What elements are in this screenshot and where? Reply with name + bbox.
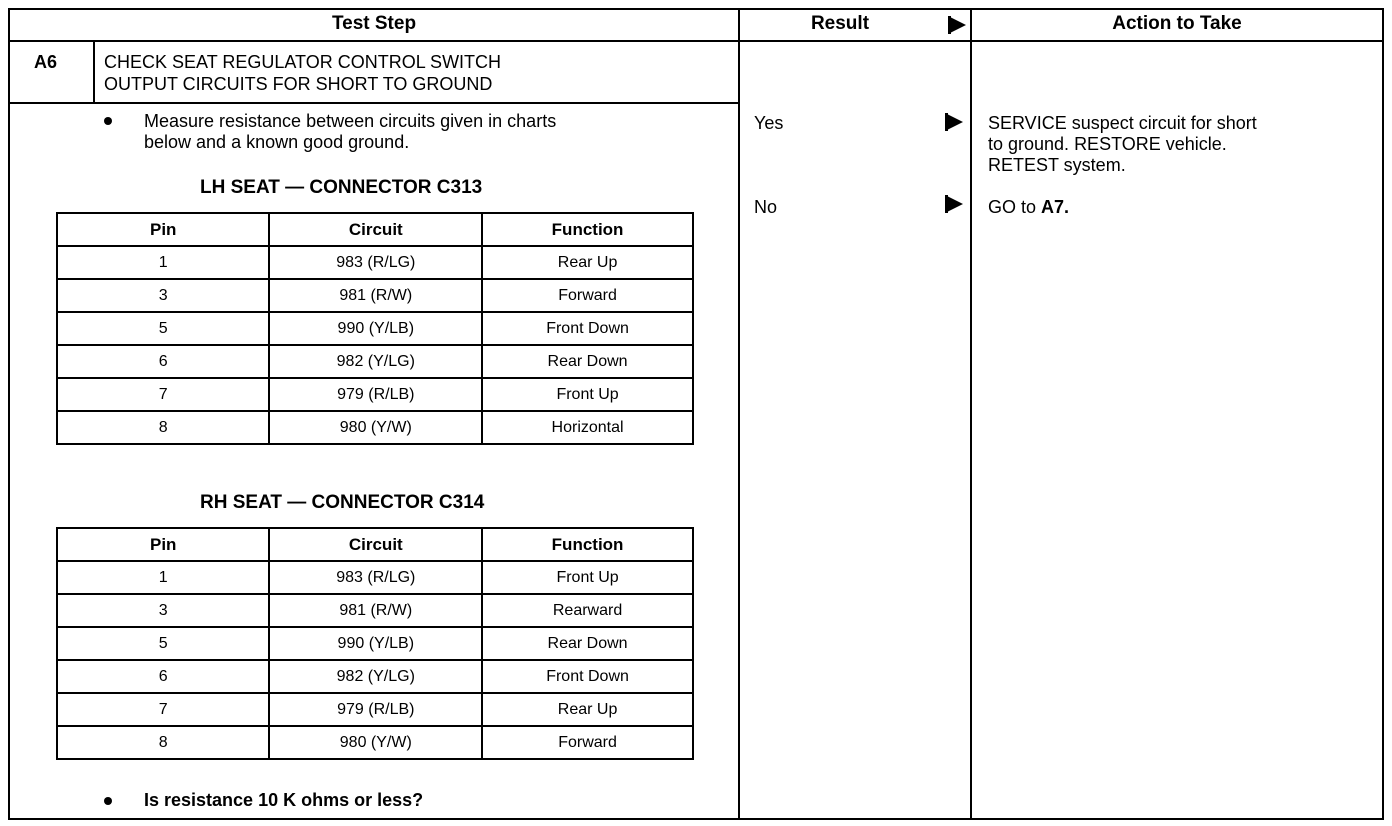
pin-cell: 1: [57, 246, 269, 279]
function-cell: Front Down: [482, 660, 693, 693]
rh-connector-table: [56, 527, 694, 760]
step-id-divider: [93, 42, 95, 104]
table-row: [57, 660, 693, 693]
pin-cell: 8: [57, 411, 269, 444]
function-cell: Rearward: [482, 594, 693, 627]
circuit-cell: 979 (R/LB): [269, 378, 482, 411]
lh-connector-table: [56, 212, 694, 445]
col-circuit: Circuit: [269, 213, 482, 246]
pin-cell: 7: [57, 693, 269, 726]
function-cell: Front Up: [482, 561, 693, 594]
pin-cell: 6: [57, 345, 269, 378]
no-arrow-icon: [945, 195, 963, 213]
table-header-row: [57, 528, 693, 561]
result-yes: Yes: [754, 113, 784, 133]
instruction-line1: Measure resistance between circuits given in charts: [144, 111, 557, 131]
question: Is resistance 10 K ohms or less?: [144, 790, 424, 810]
table-row: [57, 345, 693, 378]
table-row: [57, 693, 693, 726]
col-function: Function: [482, 213, 693, 246]
function-cell: Forward: [482, 726, 693, 759]
pin-cell: 1: [57, 561, 269, 594]
pin-cell: 5: [57, 627, 269, 660]
col-pin: Pin: [57, 528, 269, 561]
instruction-line2: below and a known good ground.: [144, 132, 410, 152]
header-test-step: Test Step: [331, 13, 417, 34]
step-title-line1: CHECK SEAT REGULATOR CONTROL SWITCH: [104, 52, 502, 72]
frame-right: [1382, 8, 1384, 820]
function-cell: Rear Up: [482, 246, 693, 279]
table-row: [57, 561, 693, 594]
table-row: [57, 411, 693, 444]
frame-left: [8, 8, 10, 820]
circuit-cell: 981 (R/W): [269, 594, 482, 627]
circuit-cell: 981 (R/W): [269, 279, 482, 312]
action-no-prefix: GO to: [988, 197, 1042, 217]
action-yes-line1: SERVICE suspect circuit for short: [988, 113, 1257, 133]
step-id: A6: [34, 52, 58, 72]
pin-cell: 8: [57, 726, 269, 759]
col-pin: Pin: [57, 213, 269, 246]
step-title-bottom: [8, 102, 740, 104]
col-function: Function: [482, 528, 693, 561]
circuit-cell: 979 (R/LB): [269, 693, 482, 726]
action-no-target: A7.: [1041, 197, 1070, 217]
pin-cell: 6: [57, 660, 269, 693]
col-circuit: Circuit: [269, 528, 482, 561]
circuit-cell: 983 (R/LG): [269, 561, 482, 594]
circuit-cell: 983 (R/LG): [269, 246, 482, 279]
table-row: [57, 312, 693, 345]
action-no: [988, 197, 1069, 218]
header-arrow-icon: [948, 16, 966, 34]
circuit-cell: 982 (Y/LG): [269, 660, 482, 693]
function-cell: Rear Down: [482, 627, 693, 660]
function-cell: Front Down: [482, 312, 693, 345]
result-no: No: [754, 197, 778, 217]
yes-arrow-icon: [945, 113, 963, 131]
table-row: [57, 279, 693, 312]
pin-cell: 3: [57, 594, 269, 627]
lh-table-title: LH SEAT — CONNECTOR C313: [200, 177, 483, 198]
table-header-row: [57, 213, 693, 246]
pin-cell: 5: [57, 312, 269, 345]
circuit-cell: 990 (Y/LB): [269, 627, 482, 660]
table-row: [57, 246, 693, 279]
action-yes-line2: to ground. RESTORE vehicle.: [988, 134, 1227, 154]
pin-cell: 3: [57, 279, 269, 312]
divider-test-result: [738, 8, 740, 820]
circuit-cell: 980 (Y/W): [269, 411, 482, 444]
rh-table-title: RH SEAT — CONNECTOR C314: [200, 492, 485, 513]
pin-cell: 7: [57, 378, 269, 411]
table-row: [57, 726, 693, 759]
header-result: Result: [810, 13, 870, 34]
table-row: [57, 627, 693, 660]
action-yes-line3: RETEST system.: [988, 155, 1126, 175]
step-title-line2: OUTPUT CIRCUITS FOR SHORT TO GROUND: [104, 74, 493, 94]
function-cell: Rear Down: [482, 345, 693, 378]
header-action: Action to Take: [1112, 13, 1242, 34]
frame-header-bottom: [8, 40, 1384, 42]
function-cell: Rear Up: [482, 693, 693, 726]
function-cell: Front Up: [482, 378, 693, 411]
bullet-icon: [104, 117, 112, 125]
circuit-cell: 982 (Y/LG): [269, 345, 482, 378]
circuit-cell: 990 (Y/LB): [269, 312, 482, 345]
bullet-icon: [104, 797, 112, 805]
divider-result-action: [970, 8, 972, 820]
frame-bottom: [8, 818, 1384, 820]
function-cell: Forward: [482, 279, 693, 312]
table-row: [57, 378, 693, 411]
function-cell: Horizontal: [482, 411, 693, 444]
circuit-cell: 980 (Y/W): [269, 726, 482, 759]
table-row: [57, 594, 693, 627]
